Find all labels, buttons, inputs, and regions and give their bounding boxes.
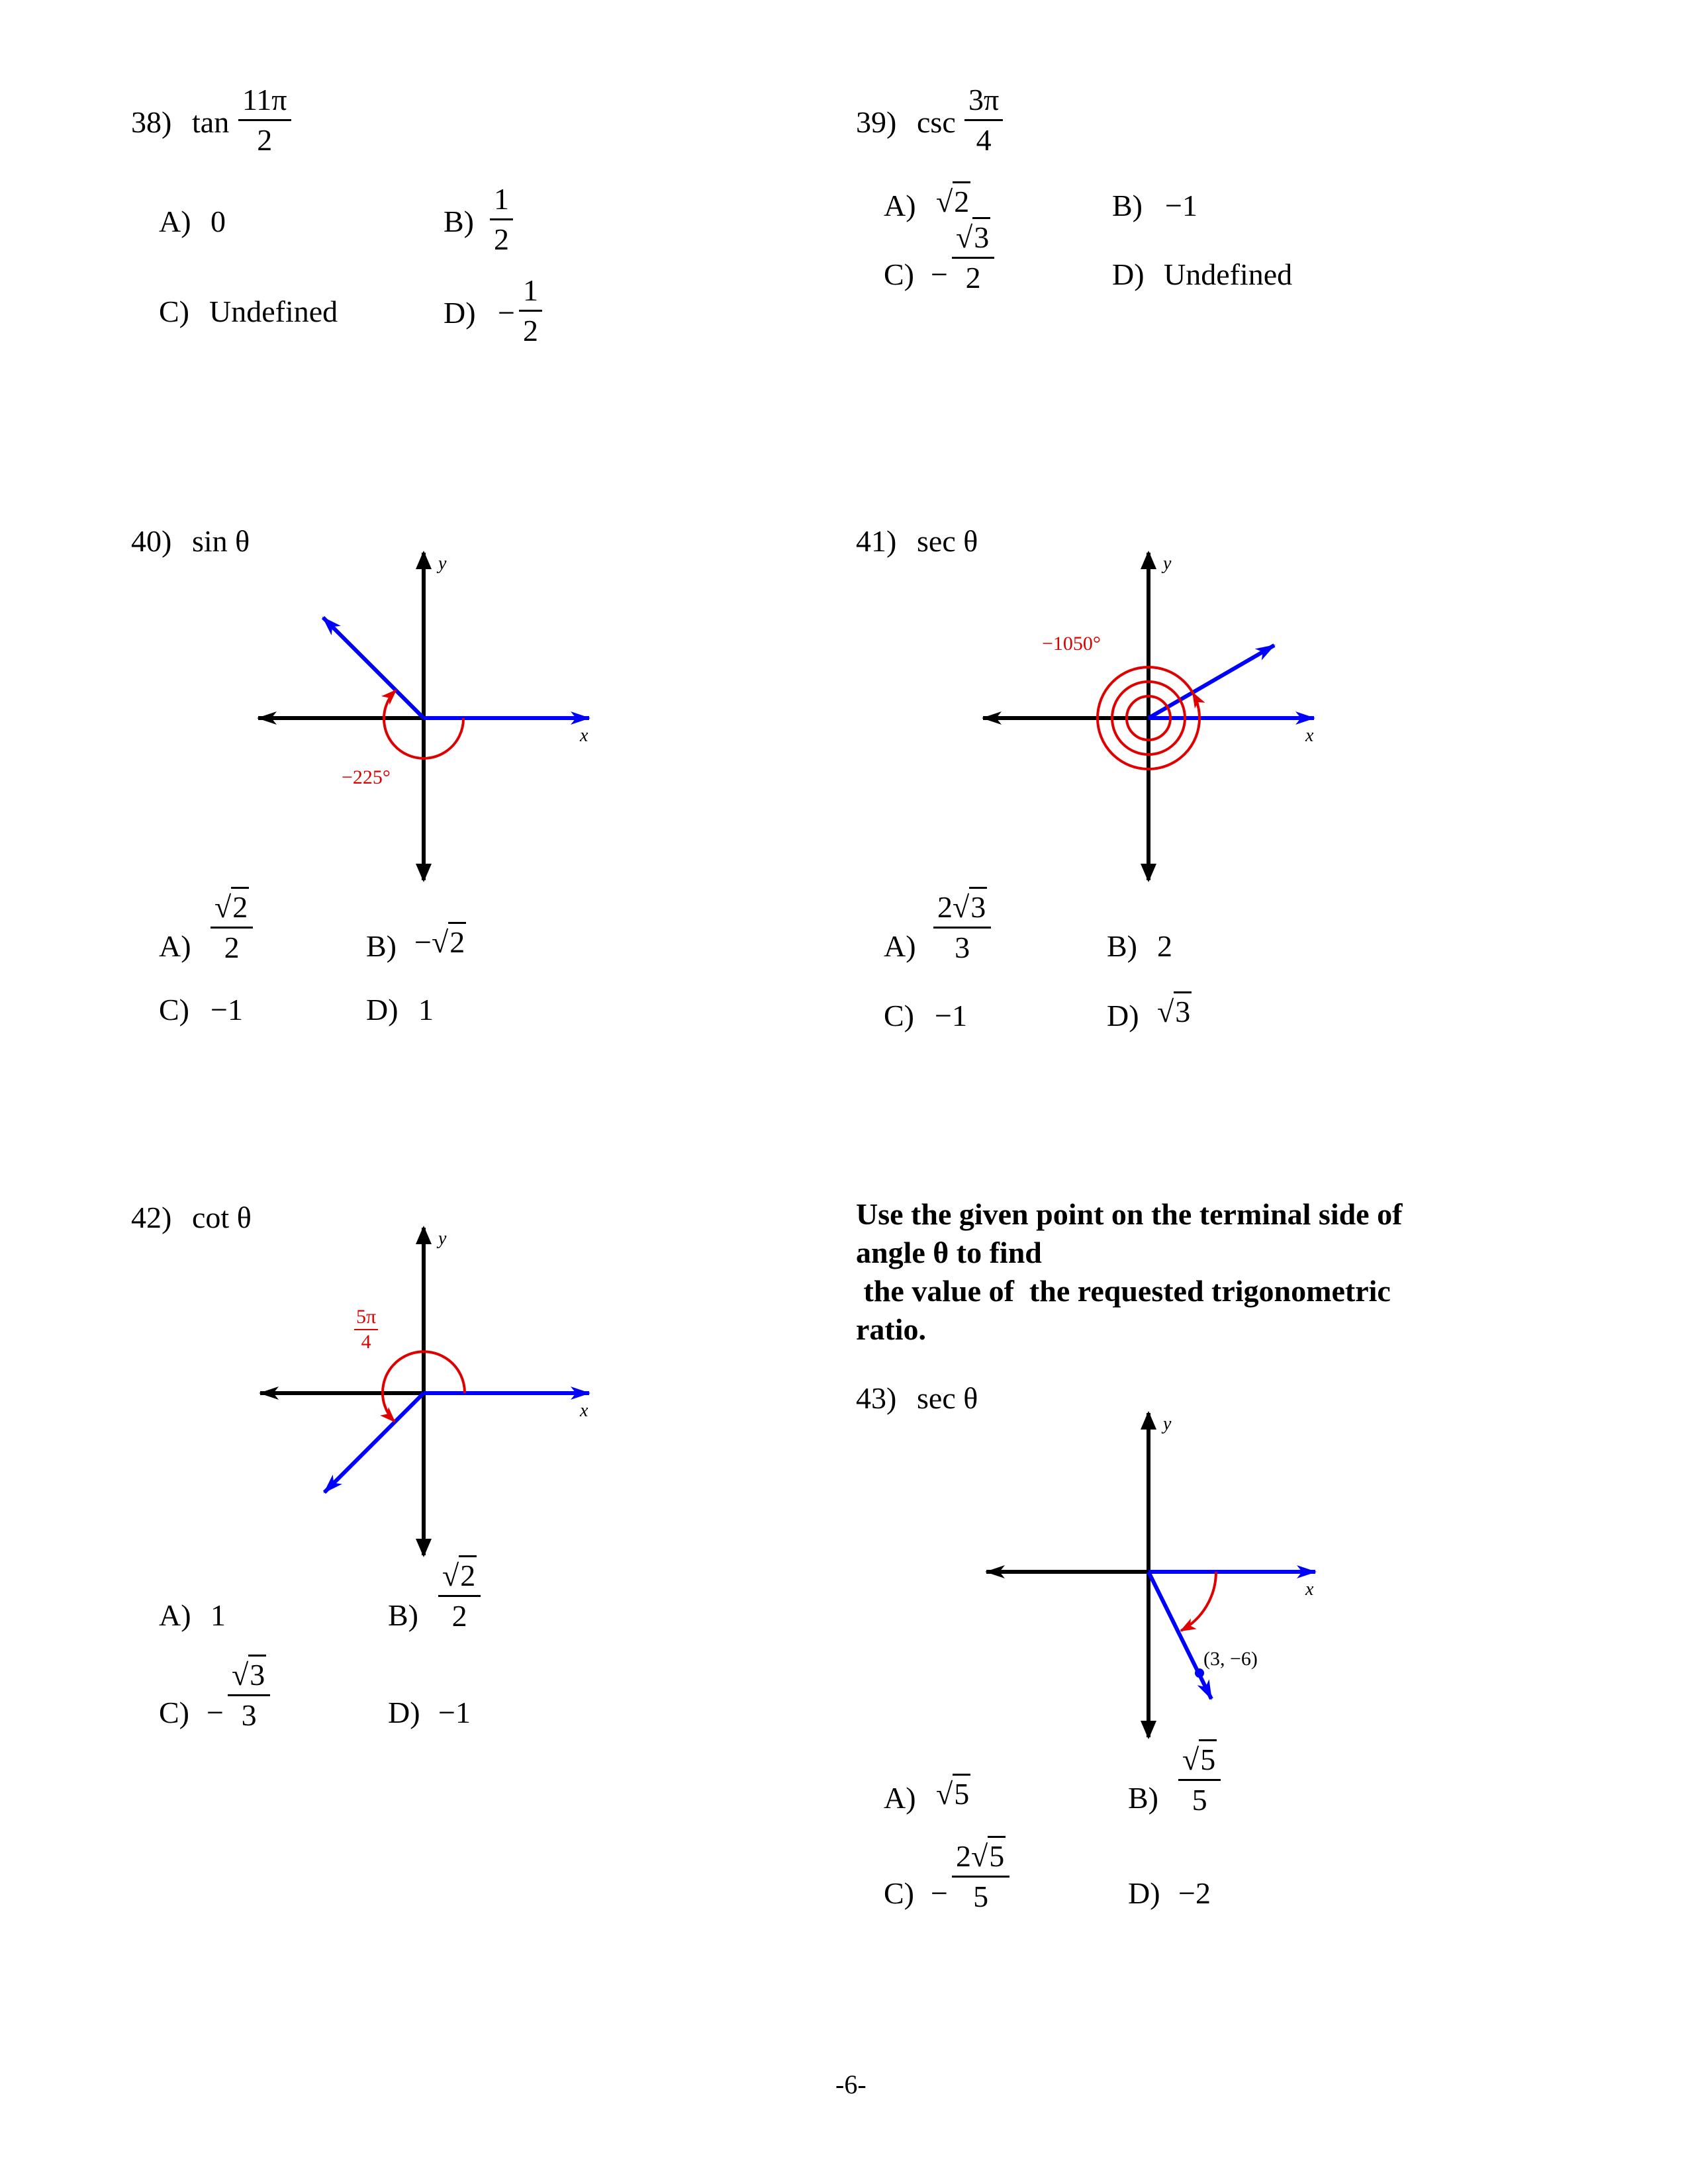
- denominator: 4: [361, 1331, 371, 1353]
- question-number: 38): [131, 105, 172, 139]
- x-axis-label: x: [580, 1400, 588, 1421]
- choice-c-label: C): [159, 295, 189, 328]
- choice-c-sign: −: [931, 1876, 948, 1910]
- choice-a-label: A): [884, 1781, 916, 1815]
- numerator: 1: [490, 184, 513, 220]
- coefficient: 2: [956, 1839, 971, 1873]
- angle-arc: [1181, 1572, 1216, 1631]
- denominator: 2: [224, 931, 240, 964]
- choice-d-label: D): [388, 1696, 420, 1729]
- y-axis-label: y: [438, 553, 447, 574]
- numerator: 2√3: [933, 892, 991, 929]
- choice-b-fraction: [1178, 1745, 1221, 1815]
- choice-d-label: D): [366, 993, 399, 1026]
- terminal-side: [1149, 1572, 1211, 1699]
- choice-a-value: 1: [211, 1598, 226, 1632]
- denominator: 2: [257, 123, 273, 157]
- point-label: (3, −6): [1203, 1648, 1258, 1670]
- choice-c-value: Undefined: [209, 295, 338, 328]
- choice-a-label: A): [159, 205, 191, 238]
- choice-c-value: −1: [211, 993, 243, 1026]
- choice-c-fraction: [952, 1841, 1009, 1912]
- choice-a-label: A): [884, 929, 916, 963]
- denominator: 2: [523, 314, 538, 347]
- question-number: 43): [856, 1381, 897, 1415]
- choice-c-label: C): [159, 1696, 189, 1729]
- denominator: 3: [955, 931, 970, 964]
- choice-c-label: C): [884, 257, 914, 291]
- radicand: 3: [972, 217, 990, 254]
- choice-d-value: Undefined: [1164, 257, 1293, 291]
- y-axis-arrowhead-down: [1141, 1721, 1156, 1739]
- instructions-line-4: ratio.: [856, 1312, 927, 1346]
- x-axis-label: x: [580, 725, 588, 746]
- choice-b-value: −√2: [414, 927, 466, 958]
- instructions-line-2: angle θ to find: [856, 1236, 1042, 1269]
- numerator: √2: [438, 1561, 481, 1597]
- angle-label: −225°: [342, 766, 391, 788]
- choice-a-value: √5: [936, 1779, 970, 1809]
- y-axis-label: y: [1163, 553, 1172, 574]
- question-number: 41): [856, 524, 897, 558]
- choice-d-value: 1: [418, 993, 434, 1026]
- numerator: 3π: [964, 85, 1003, 121]
- choice-d-value: −1: [438, 1696, 471, 1729]
- radicand: 5: [1199, 1739, 1217, 1776]
- question-number: 39): [856, 105, 897, 139]
- choice-a-value: 0: [211, 205, 226, 238]
- denominator: 2: [494, 222, 509, 256]
- choice-b-value: −1: [1165, 189, 1197, 222]
- choice-c-label: C): [884, 1876, 914, 1910]
- choice-d-sign: −: [498, 296, 515, 330]
- choice-d-label: D): [444, 296, 476, 330]
- radicand: 3: [1174, 991, 1192, 1028]
- choice-d-value: √3: [1157, 997, 1192, 1027]
- function-name: sin θ: [192, 524, 250, 558]
- choice-c-label: C): [159, 993, 189, 1026]
- question-number: 40): [131, 524, 172, 558]
- radicand: 2: [231, 887, 249, 924]
- coefficient: 2: [937, 890, 953, 924]
- denominator: 2: [965, 261, 981, 295]
- denominator: 4: [976, 123, 992, 157]
- denominator: 2: [451, 1599, 467, 1633]
- radicand: 5: [953, 1774, 970, 1811]
- radicand: 3: [248, 1655, 266, 1692]
- sign: −: [414, 925, 432, 959]
- choice-a-label: A): [159, 929, 191, 963]
- choice-a-value: √2: [936, 187, 970, 217]
- choice-b-label: B): [1128, 1781, 1158, 1815]
- numerator: 1: [519, 275, 542, 312]
- radicand: 3: [969, 887, 987, 924]
- numerator: √5: [1178, 1745, 1221, 1781]
- choice-c-sign: −: [207, 1696, 224, 1729]
- numerator: 2√5: [952, 1841, 1009, 1878]
- function-name: sec θ: [917, 1381, 978, 1415]
- instructions-line-3: the value of the requested trigonometric: [856, 1274, 1391, 1308]
- angle-label: −1050°: [1042, 633, 1101, 655]
- choice-d-label: D): [1107, 999, 1139, 1032]
- radicand: 2: [459, 1555, 477, 1592]
- choice-b-value: 2: [1157, 929, 1172, 963]
- numerator: √3: [228, 1660, 270, 1696]
- function-name: csc: [917, 105, 956, 139]
- function-name: sec θ: [917, 524, 978, 558]
- choice-c-label: C): [884, 999, 914, 1032]
- choice-b-label: B): [444, 205, 474, 238]
- choice-d-value: −2: [1178, 1876, 1211, 1910]
- instructions-line-1: Use the given point on the terminal side of: [856, 1197, 1403, 1231]
- choice-b-label: B): [388, 1598, 418, 1632]
- denominator: 5: [1192, 1783, 1207, 1817]
- y-axis-arrowhead: [1141, 1411, 1156, 1430]
- choice-a-label: A): [884, 189, 916, 222]
- choice-c-value: −1: [935, 999, 967, 1032]
- choice-c-sign: −: [931, 257, 948, 291]
- choice-b-label: B): [1107, 929, 1137, 963]
- x-axis-label: x: [1305, 725, 1314, 746]
- denominator: 3: [241, 1698, 257, 1732]
- choice-d-label: D): [1128, 1876, 1160, 1910]
- denominator: 5: [973, 1880, 989, 1913]
- numerator: 11π: [238, 85, 291, 121]
- x-axis-label: x: [1305, 1579, 1314, 1600]
- choice-d-label: D): [1112, 257, 1145, 291]
- terminal-point: [1195, 1668, 1204, 1678]
- numerator: √2: [211, 892, 253, 929]
- choice-a-label: A): [159, 1598, 191, 1632]
- question-number: 42): [131, 1201, 172, 1234]
- function-name: tan: [192, 105, 230, 139]
- numerator: √3: [952, 222, 994, 259]
- choice-b-label: B): [366, 929, 397, 963]
- numerator: 5π: [354, 1307, 378, 1330]
- radicand: 5: [988, 1836, 1006, 1873]
- radicand: 2: [448, 922, 466, 959]
- function-name: cot θ: [192, 1201, 252, 1234]
- y-axis-label: y: [1163, 1414, 1172, 1434]
- y-axis-label: y: [438, 1228, 447, 1249]
- page-number: -6-: [835, 2070, 867, 2099]
- choice-b-label: B): [1112, 189, 1143, 222]
- radicand: 2: [953, 181, 970, 218]
